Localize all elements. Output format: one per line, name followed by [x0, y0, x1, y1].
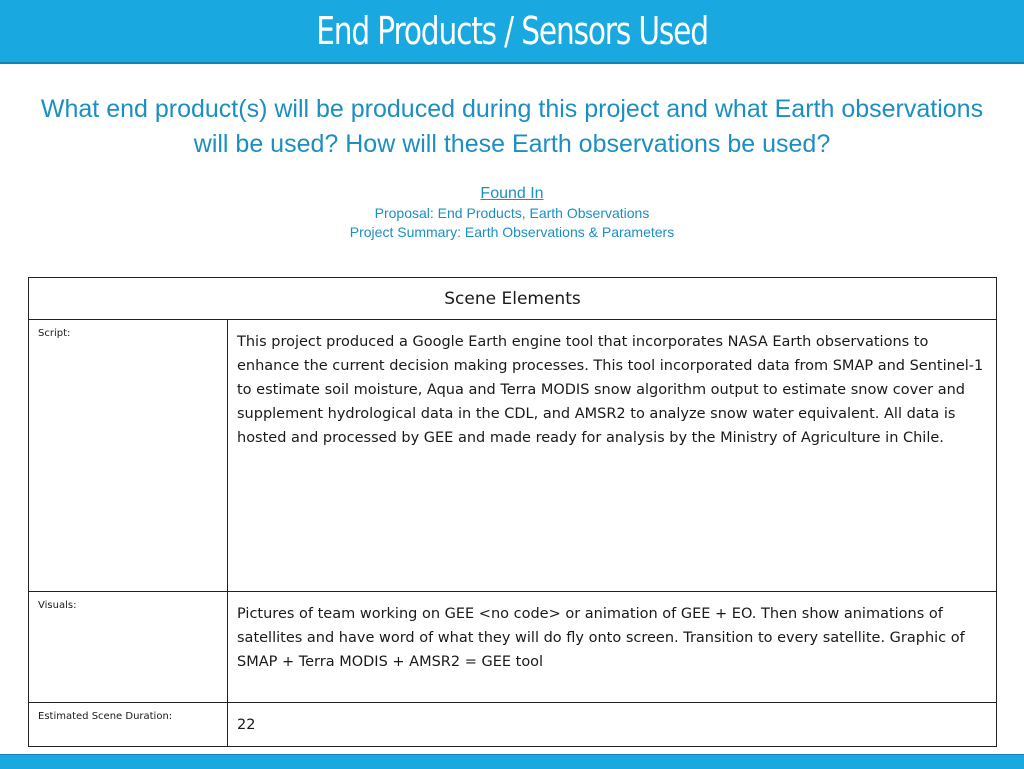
table-row-visuals [29, 592, 997, 703]
title-bar [0, 0, 1024, 64]
duration-content: 22 [228, 703, 997, 747]
scene-elements-table [28, 277, 997, 747]
table-row-duration [29, 703, 997, 747]
scene-elements-header: Scene Elements [29, 278, 997, 320]
script-label: Script: [29, 320, 228, 592]
footer-bar [0, 754, 1024, 769]
slide-title: End Products / Sensors Used [316, 9, 708, 53]
found-in-line-proposal: Proposal: End Products, Earth Observations [374, 205, 650, 221]
found-in-section [0, 184, 1024, 242]
found-in-line-project-summary: Project Summary: Earth Observations & Parameters [349, 224, 675, 240]
table-header-row [29, 278, 997, 320]
found-in-title: Found In [480, 185, 544, 202]
slide-question: What end product(s) will be produced during this project and what Earth observations will be used? How will these Earth observations be used? [40, 95, 984, 158]
visuals-content: Pictures of team working on GEE <no code> or animation of GEE + EO. Then show animations of satellites and have word of what they will do fly onto screen. Transition to every satellite. Graphic of SMAP + Terra MODIS + AMSR2 = GEE tool [228, 592, 997, 703]
visuals-label: Visuals: [29, 592, 228, 703]
duration-label: Estimated Scene Duration: [29, 703, 228, 747]
table-row-script [29, 320, 997, 592]
script-content: This project produced a Google Earth engine tool that incorporates NASA Earth observations to enhance the current decision making processes. This tool incorporated data from SMAP and Sentinel-1 to estimate soil moisture, Aqua and Terra MODIS snow algorithm output to estimate snow cover and supplement hydrological data in the CDL, and AMSR2 to analyze snow water equivalent. All data is hosted and processed by GEE and made ready for analysis by the Ministry of Agriculture in Chile. [228, 320, 997, 592]
